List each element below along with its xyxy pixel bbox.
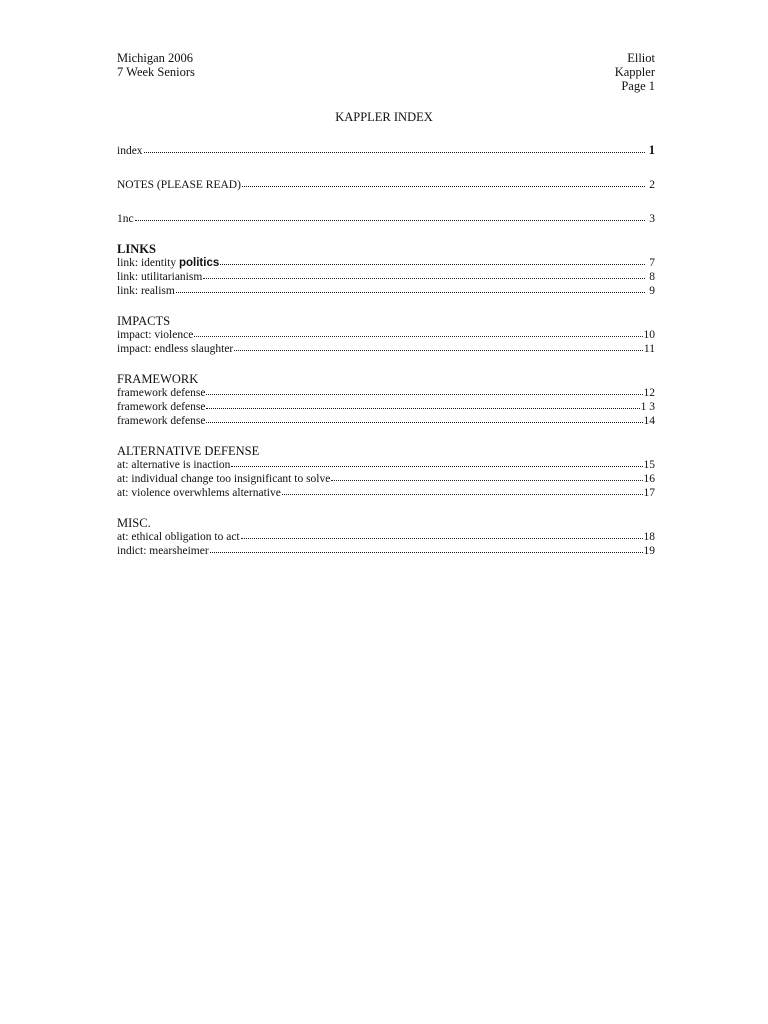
entry-label: 1nc [117, 213, 134, 225]
entry-label: framework defense [117, 415, 206, 427]
toc-entry-link-identity-politics[interactable] [117, 256, 655, 270]
dot-leader [144, 144, 645, 154]
entry-label: impact: endless slaughter [117, 343, 234, 355]
dot-leader [241, 530, 643, 540]
header-left [117, 51, 195, 79]
dot-leader [234, 342, 643, 352]
section-heading-framework: FRAMEWORK [117, 372, 199, 386]
entry-page: 19 [643, 545, 655, 557]
entry-page: 17 [643, 487, 655, 499]
entry-page: 9 [649, 285, 655, 297]
entry-page: 10 [643, 329, 655, 341]
entry-page: 3 [649, 213, 655, 225]
section-heading-alternative-defense: ALTERNATIVE DEFENSE [117, 444, 260, 458]
entry-label: at: ethical obligation to act [117, 531, 240, 543]
entry-page: 1 [648, 143, 655, 157]
toc-entry-notes[interactable] [117, 178, 655, 192]
toc-entry-framework-defense-3[interactable] [117, 414, 655, 428]
spacer [117, 500, 655, 516]
toc-entry-1nc[interactable] [117, 212, 655, 226]
entry-label: index [117, 145, 143, 157]
dot-leader [206, 386, 642, 396]
entry-page: 14 [643, 415, 655, 427]
dot-leader [282, 486, 643, 496]
entry-label: NOTES (PLEASE READ) [117, 179, 241, 191]
entry-label: framework defense [117, 401, 206, 413]
entry-page: 2 [649, 179, 655, 191]
entry-label: at: violence overwhlems alternative [117, 487, 281, 499]
toc-entry-link-utilitarianism[interactable] [117, 270, 655, 284]
toc-entry-impact-endless-slaughter[interactable] [117, 342, 655, 356]
toc-entry-alternative-inaction[interactable] [117, 458, 655, 472]
toc-entry-framework-defense-2[interactable] [117, 400, 655, 414]
header-author: Elliot [627, 51, 655, 65]
header-file: Kappler [614, 65, 655, 79]
entry-label: at: individual change too insignificant to solve [117, 473, 331, 485]
entry-label-text: link: identity [117, 257, 179, 269]
dot-leader [331, 472, 642, 482]
header-page-number: Page 1 [621, 79, 655, 93]
entry-page: 16 [643, 473, 655, 485]
section-heading-misc: MISC. [117, 516, 151, 530]
entry-label: framework defense [117, 387, 206, 399]
entry-page: 8 [649, 271, 655, 283]
dot-leader [206, 414, 642, 424]
entry-page: 12 [643, 387, 655, 399]
entry-page: 15 [643, 459, 655, 471]
dot-leader [203, 270, 645, 280]
toc-entry-individual-change[interactable] [117, 472, 655, 486]
table-of-contents [117, 143, 655, 558]
entry-page: 18 [643, 531, 655, 543]
header-right [615, 51, 655, 93]
toc-entry-indict-mearsheimer[interactable] [117, 544, 655, 558]
toc-entry-ethical-obligation[interactable] [117, 530, 655, 544]
dot-leader [242, 178, 645, 188]
entry-label [117, 256, 219, 270]
toc-entry-impact-violence[interactable] [117, 328, 655, 342]
entry-label-bold: politics [178, 257, 220, 269]
entry-label: impact: violence [117, 329, 194, 341]
entry-label: link: utilitarianism [117, 271, 203, 283]
spacer [117, 192, 655, 212]
header-lab: 7 Week Seniors [117, 65, 195, 79]
dot-leader [135, 212, 645, 222]
toc-entry-violence-overwhelms[interactable] [117, 486, 655, 500]
entry-page: 7 [649, 257, 655, 269]
page-title: KAPPLER INDEX [335, 110, 433, 124]
spacer [117, 226, 655, 242]
spacer [117, 298, 655, 314]
spacer [117, 356, 655, 372]
entry-page: 1 3 [640, 401, 655, 413]
entry-label: indict: mearsheimer [117, 545, 209, 557]
dot-leader [176, 284, 645, 294]
spacer [117, 158, 655, 178]
entry-label: link: realism [117, 285, 175, 297]
entry-label: at: alternative is inaction [117, 459, 231, 471]
dot-leader [220, 256, 645, 266]
toc-entry-framework-defense-1[interactable] [117, 386, 655, 400]
dot-leader [231, 458, 642, 468]
dot-leader [210, 544, 643, 554]
spacer [117, 428, 655, 444]
toc-entry-index[interactable] [117, 143, 655, 158]
section-heading-impacts: IMPACTS [117, 314, 171, 328]
header-event: Michigan 2006 [117, 51, 194, 65]
toc-entry-link-realism[interactable] [117, 284, 655, 298]
dot-leader [194, 328, 642, 338]
dot-leader [206, 400, 639, 410]
section-heading-links: LINKS [117, 242, 156, 256]
entry-page: 11 [643, 343, 655, 355]
